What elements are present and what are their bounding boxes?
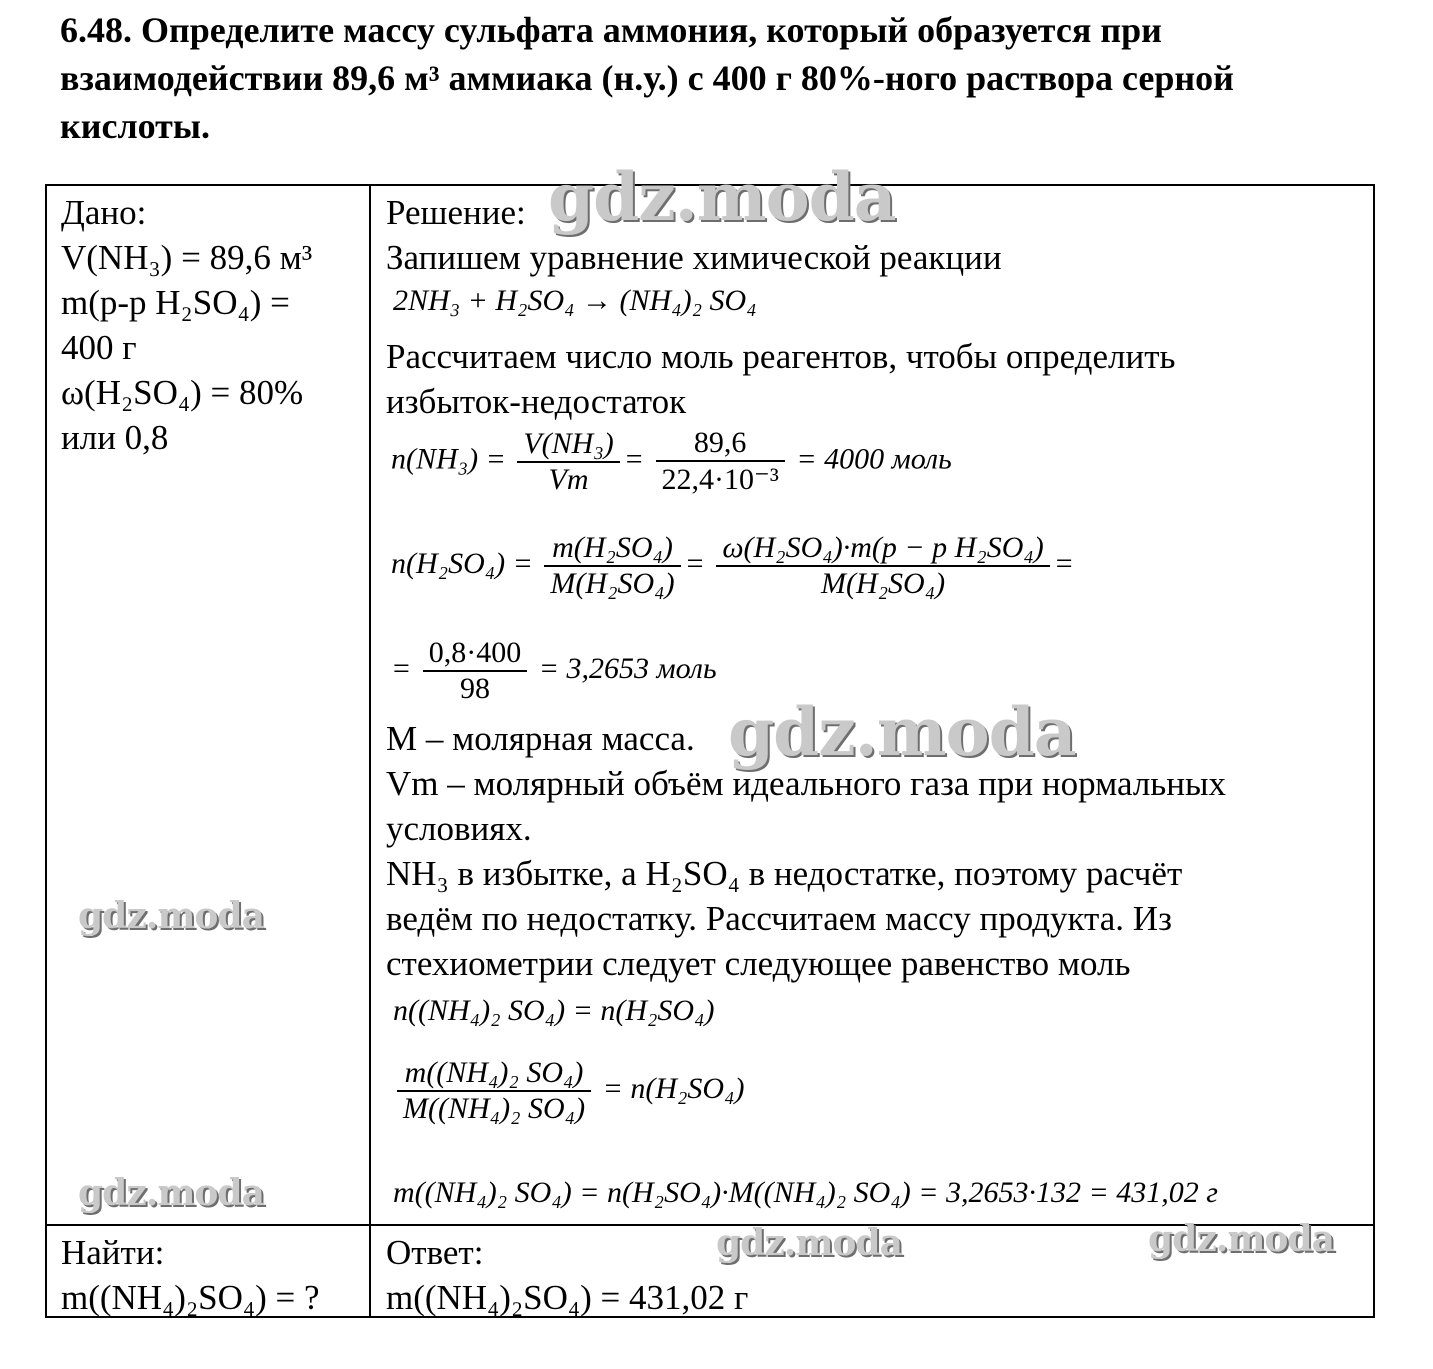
excess-text-b: ведём по недостатку. Рассчитаем массу продукта. Из [386, 899, 1172, 938]
problem-number: 6.48. [60, 10, 132, 50]
solution-table [45, 184, 1375, 1318]
watermark-2: gdz.moda [728, 693, 1076, 771]
problem-line-2: взаимодействии 89,6 м³ аммиака (н.у.) с 400 г 80%-ного раствора серной [60, 58, 1234, 98]
given-omega: ω(H₂SO₄) = 80% [61, 373, 304, 412]
solution-step-2b: избыток-недостаток [386, 382, 687, 421]
find-label: Найти: [61, 1233, 165, 1272]
fraction-omega-m-over-M: $\frac{\text{ω(H₂SO₄)·m(p − p H₂SO₄)}}{\text{M(H₂SO₄)}}$ [716, 531, 1049, 601]
formula-n-nh3: n(NH₃) = $\frac{\text{V(NH₃)}}{Vm}$ = $\frac{89,6}{\text{22,4·10⁻³}}$ = 4000 моль [391, 426, 952, 496]
fraction-m-over-M: $\frac{\text{m(H₂SO₄)}}{\text{M(H₂SO₄)}}$ [544, 531, 680, 601]
definition-M: M – молярная масса. [386, 719, 695, 758]
equation-mole-equality: n((NH₄)₂ SO₄) = n(H₂SO₄) [393, 994, 715, 1027]
equation-final-mass: m((NH₄)₂ SO₄) = n(H₂SO₄)·M((NH₄)₂ SO₄) = 3,2653·132 = 431,02 г [393, 1176, 1218, 1209]
find-target: m((NH₄)₂SO₄) = ? [61, 1278, 320, 1317]
formula-n-h2so4: n(H₂SO₄) = $\frac{\text{m(H₂SO₄)}}{\text{M(H₂SO₄)}}$ = $\frac{\text{ω(H₂SO₄)·m(p − p H₂SO₄)}}{\text{M(H₂SO₄)}}$ = [391, 531, 1075, 600]
given-omega-alt: или 0,8 [61, 418, 169, 457]
answer-value: m((NH₄)₂SO₄) = 431,02 г [386, 1278, 749, 1317]
watermark-6: gdz.moda [1148, 1218, 1334, 1260]
solution-label: Решение: [386, 193, 526, 232]
reaction-equation: 2NH₃ + H₂SO₄ → (NH₄)₂ SO₄ [393, 284, 757, 317]
definition-Vm-a: Vm – молярный объём идеального газа при нормальных [386, 764, 1227, 803]
watermark-1: gdz.moda [548, 158, 896, 236]
given-mass-solution: m(р-р H₂SO₄) = [61, 283, 290, 322]
find-cell [46, 1225, 370, 1317]
watermark-4: gdz.moda [78, 1172, 264, 1214]
given-volume: V(NH₃) = 89,6 м³ [61, 238, 313, 277]
problem-line-3: кислоты. [60, 106, 210, 146]
answer-label: Ответ: [386, 1233, 484, 1272]
problem-line-1: 6.48. Определите массу сульфата аммония, который образуется при [60, 10, 1162, 50]
excess-text-c: стехиометрии следует следующее равенство моль [386, 944, 1131, 983]
excess-text-a: NH₃ в избытке, а H₂SO₄ в недостатке, поэтому расчёт [386, 854, 1183, 893]
formula-n-h2so4-values: = $\frac{0,8\cdot 400}{98}$ = 3,2653 моль [391, 636, 717, 705]
fraction-0.8x400-over-98: $\frac{0,8\cdot 400}{98}$ [423, 636, 528, 706]
given-cell [46, 185, 370, 1225]
equation-mass-fraction: $\frac{\text{m((NH₄)₂ SO₄)}}{\text{M((NH₄)₂ SO₄)}}$ = n(H₂SO₄) [393, 1056, 745, 1126]
given-mass-value: 400 г [61, 328, 137, 367]
definition-Vm-b: условиях. [386, 809, 532, 848]
watermark-5: gdz.moda [716, 1222, 902, 1264]
fraction-v-over-vm: $\frac{\text{V(NH₃)}}{Vm}$ [517, 427, 619, 497]
fraction-values: $\frac{89,6}{\text{22,4·10⁻³}}$ [656, 426, 785, 497]
given-label: Дано: [61, 193, 147, 232]
fraction-m-over-M-product: $\frac{\text{m((NH₄)₂ SO₄)}}{\text{M((NH₄)₂ SO₄)}}$ [397, 1056, 591, 1126]
solution-step-2a: Рассчитаем число моль реагентов, чтобы определить [386, 337, 1176, 376]
solution-step-1: Запишем уравнение химической реакции [386, 238, 1002, 277]
watermark-3: gdz.moda [78, 895, 264, 937]
problem-statement [60, 6, 1400, 150]
